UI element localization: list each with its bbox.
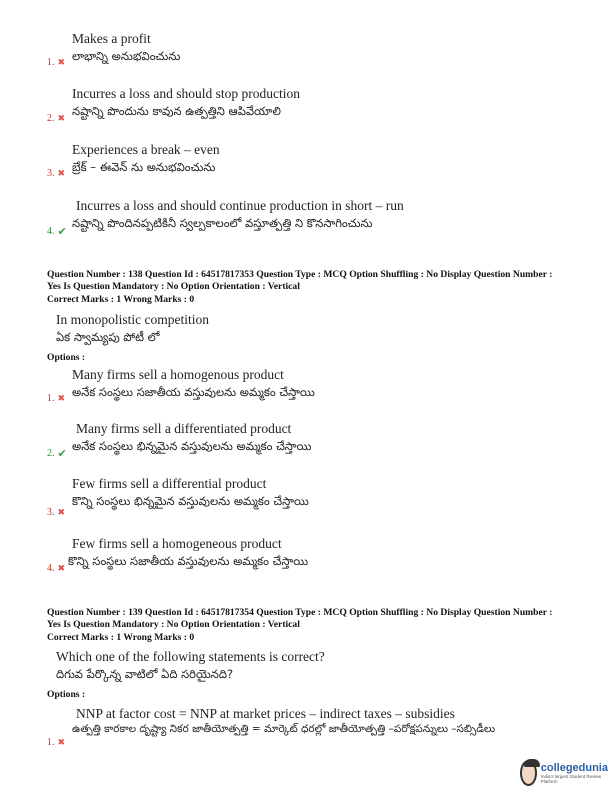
q139-options-label: Options : xyxy=(47,689,86,700)
q137-option-1-en: Makes a profit xyxy=(72,31,151,46)
cross-icon: ✖ xyxy=(57,57,66,68)
q138-option-2-te: అనేక సంస్థలు భిన్నమైన వస్తువులను అమ్మకం చేస్తాయి xyxy=(72,439,312,453)
mascot-icon xyxy=(520,760,537,786)
q137-option-1-te: లాభాన్ని అనుభవించును xyxy=(72,49,181,63)
cross-icon: ✖ xyxy=(57,113,66,124)
collegedunia-logo xyxy=(520,758,608,788)
option-number: 4. xyxy=(47,226,55,237)
option-number: 1. xyxy=(47,57,55,68)
check-icon: ✔ xyxy=(57,225,67,238)
q137-option-3-te: బ్రేక్ – ఈవెన్ ను అనుభవించును xyxy=(72,160,216,174)
q138-option-1-te: అనేక సంస్థలు సజాతీయ వస్తువులను అమ్మకం చేస్తాయి xyxy=(72,385,315,399)
q139-question-te: దిగువ పేర్కొన్న వాటిలో ఏది సరియైనది? xyxy=(56,667,234,681)
q139-meta-line2: Yes Is Question Mandatory : No Option Orientation : Vertical xyxy=(47,619,300,630)
q139-option-1-number xyxy=(47,737,65,748)
q138-meta-line1: Question Number : 138 Question Id : 64517817353 Question Type : MCQ Option Shuffling : No Display Question Number : xyxy=(47,269,553,280)
q139-option-1-te: ఉత్పత్తి కారకాల దృష్ట్యా నికర జాతీయోత్పత్తి = మార్కెట్ ధరల్లో జాతీయోత్పత్తి –పరోక్షపన్నులు –సబ్సిడీలు xyxy=(72,723,496,735)
option-number: 4. xyxy=(47,563,55,574)
q138-option-4-en: Few firms sell a homogeneous product xyxy=(72,536,282,551)
cross-icon: ✖ xyxy=(57,563,66,574)
option-number: 2. xyxy=(47,113,55,124)
q139-meta-line1: Question Number : 139 Question Id : 64517817354 Question Type : MCQ Option Shuffling : No Display Question Number : xyxy=(47,607,553,618)
option-number: 3. xyxy=(47,507,55,518)
q138-marks: Correct Marks : 1 Wrong Marks : 0 xyxy=(47,294,195,305)
option-number: 1. xyxy=(47,393,55,404)
q137-option-4-te: నష్టాన్ని పొందినప్పటికినీ స్వల్పకాలంలో వస్తూత్పత్తి ని కొనసాగించును xyxy=(72,216,373,230)
option-number: 3. xyxy=(47,168,55,179)
option-number: 2. xyxy=(47,448,55,459)
q137-option-2-te: నష్టాన్ని పొందును కావున ఉత్పత్తిని ఆపివేయాలి xyxy=(72,104,281,118)
option-number: 1. xyxy=(47,737,55,748)
q138-option-2-en: Many firms sell a differentiated product xyxy=(76,421,292,436)
logo-tagline: India's largest Student Review Platform xyxy=(540,774,602,784)
q139-question-en: Which one of the following statements is correct? xyxy=(56,649,325,664)
q138-option-1-en: Many firms sell a homogenous product xyxy=(72,367,284,382)
q139-marks: Correct Marks : 1 Wrong Marks : 0 xyxy=(47,632,195,643)
q137-option-1-number xyxy=(47,57,65,68)
q138-question-en: In monopolistic competition xyxy=(56,312,209,327)
q138-option-3-number xyxy=(47,507,65,518)
cross-icon: ✖ xyxy=(57,507,66,518)
q138-options-label: Options : xyxy=(47,352,86,363)
q138-option-3-en: Few firms sell a differential product xyxy=(72,476,267,491)
q138-option-4-number xyxy=(47,563,65,574)
q137-option-4-en: Incurres a loss and should continue production in short – run xyxy=(76,198,404,213)
q138-option-1-number xyxy=(47,393,65,404)
cross-icon: ✖ xyxy=(57,168,66,179)
q137-option-2-number xyxy=(47,113,65,124)
logo-text xyxy=(541,762,608,784)
q138-option-2-number xyxy=(47,447,67,460)
check-icon: ✔ xyxy=(57,447,67,460)
q138-question-te: ఏక స్వామ్యపు పోటీ లో xyxy=(56,330,160,344)
logo-name: collegedunia xyxy=(540,762,608,774)
cross-icon: ✖ xyxy=(57,737,66,748)
q138-option-3-te: కొన్ని సంస్థలు భిన్నమైన వస్తువులను అమ్మకం చేస్తాయి xyxy=(72,494,309,508)
q137-option-4-number xyxy=(47,225,67,238)
cross-icon: ✖ xyxy=(57,393,66,404)
q138-option-4-te: కొన్ని సంస్థలు సజాతీయ వస్తువులను అమ్మకం చేస్తాయి xyxy=(68,554,309,568)
q137-option-3-number xyxy=(47,168,65,179)
q137-option-2-en: Incurres a loss and should stop production xyxy=(72,86,300,101)
q137-option-3-en: Experiences a break – even xyxy=(72,142,220,157)
q138-meta-line2: Yes Is Question Mandatory : No Option Orientation : Vertical xyxy=(47,281,300,292)
q139-option-1-en: NNP at factor cost = NNP at market prices – indirect taxes – subsidies xyxy=(76,706,455,721)
